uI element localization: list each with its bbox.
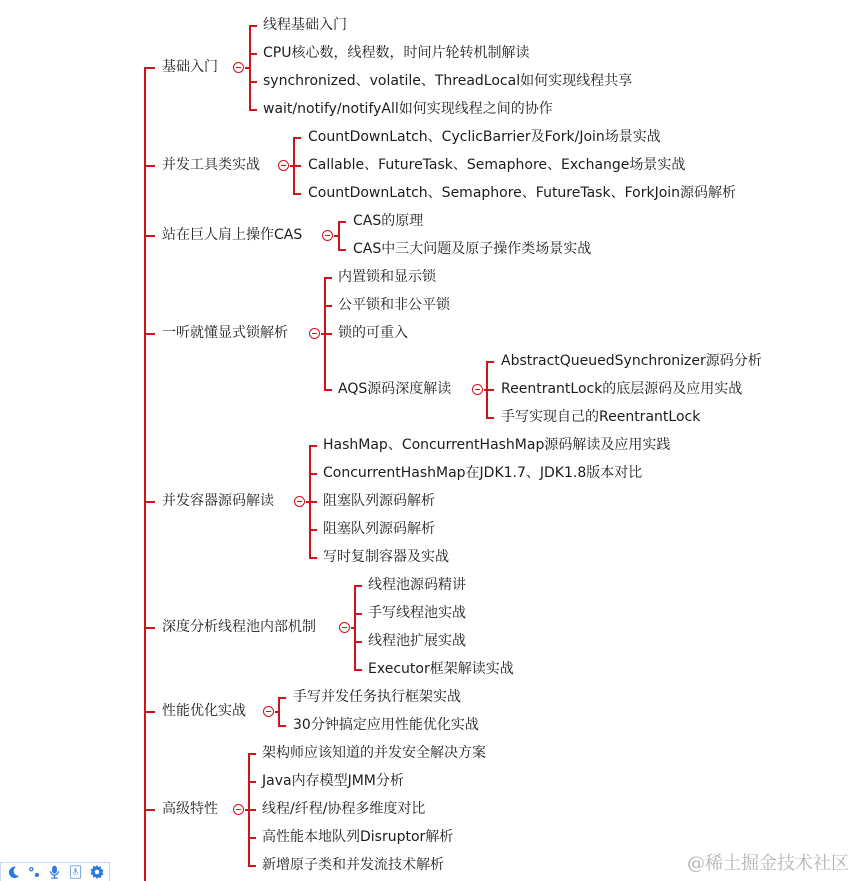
topic-node[interactable]: 阻塞队列源码解析: [323, 521, 435, 537]
connector: [309, 501, 317, 503]
topic-node[interactable]: 手写实现自己的ReentrantLock: [501, 409, 701, 425]
connector: [309, 445, 317, 447]
topic-node[interactable]: 新增原子类和并发流技术解析: [262, 857, 444, 873]
topic-node[interactable]: AbstractQueuedSynchronizer源码分析: [501, 353, 762, 369]
branch-label[interactable]: 深度分析线程池内部机制: [162, 619, 316, 635]
moon-icon[interactable]: [5, 864, 21, 880]
topic-node[interactable]: 线程/纤程/协程多维度对比: [262, 801, 426, 817]
topic-node[interactable]: 30分钟搞定应用性能优化实战: [293, 717, 479, 733]
collapse-toggle-icon[interactable]: [233, 804, 244, 815]
topic-node[interactable]: 公平锁和非公平锁: [338, 297, 450, 313]
collapse-toggle-icon[interactable]: [322, 230, 333, 241]
dots-icon[interactable]: [26, 864, 42, 880]
connector: [248, 865, 256, 867]
connector: [249, 109, 257, 111]
topic-node[interactable]: CAS中三大问题及原子操作类场景实战: [353, 241, 592, 257]
topic-node[interactable]: ReentrantLock的底层源码及应用实战: [501, 381, 743, 397]
microphone-icon[interactable]: [47, 864, 63, 880]
topic-node[interactable]: 线程池源码精讲: [368, 577, 466, 593]
bracket-line: [354, 585, 356, 670]
topic-node[interactable]: Executor框架解读实战: [368, 661, 514, 677]
connector: [248, 753, 256, 755]
connector: [293, 193, 301, 195]
connector: [248, 837, 256, 839]
input-toolbar: [0, 862, 110, 881]
connector: [309, 473, 317, 475]
collapse-toggle-icon[interactable]: [278, 160, 289, 171]
collapse-toggle-icon[interactable]: [263, 706, 274, 717]
connector: [278, 697, 286, 699]
connector: [486, 361, 494, 363]
connector: [248, 809, 256, 811]
collapse-toggle-icon[interactable]: [472, 384, 483, 395]
collapse-toggle-icon[interactable]: [233, 62, 244, 73]
topic-node-aqs[interactable]: AQS源码深度解读: [338, 381, 452, 397]
connector: [249, 81, 257, 83]
topic-node[interactable]: HashMap、ConcurrentHashMap源码解读及应用实践: [323, 437, 671, 453]
connector: [354, 669, 362, 671]
connector: [338, 221, 346, 223]
connector: [354, 641, 362, 643]
topic-node[interactable]: 高性能本地队列Disruptor解析: [262, 829, 454, 845]
connector: [144, 627, 155, 629]
connector: [144, 711, 155, 713]
connector: [309, 557, 317, 559]
connector: [278, 725, 286, 727]
topic-node[interactable]: 写时复制容器及实战: [323, 549, 449, 565]
topic-node[interactable]: 手写并发任务执行框架实战: [293, 689, 461, 705]
bracket-line: [338, 221, 340, 250]
branch-label[interactable]: 基础入门: [162, 59, 218, 75]
topic-node[interactable]: CountDownLatch、Semaphore、FutureTask、ForkJoin源码解析: [308, 185, 737, 201]
topic-node[interactable]: synchronized、volatile、ThreadLocal如何实现线程共享: [263, 73, 633, 89]
connector: [354, 585, 362, 587]
bracket-line: [249, 25, 251, 110]
main-spine-line: [144, 67, 146, 881]
connector: [486, 389, 494, 391]
connector: [144, 333, 155, 335]
bracket-line: [278, 697, 280, 726]
voice-input-icon[interactable]: [68, 864, 84, 880]
connector: [144, 165, 155, 167]
topic-node[interactable]: ConcurrentHashMap在JDK1.7、JDK1.8版本对比: [323, 465, 643, 481]
branch-label[interactable]: 站在巨人肩上操作CAS: [162, 227, 303, 243]
connector: [144, 67, 155, 69]
topic-node[interactable]: Callable、FutureTask、Semaphore、Exchange场景实战: [308, 157, 686, 173]
connector: [144, 809, 155, 811]
branch-label[interactable]: 并发工具类实战: [162, 157, 260, 173]
topic-node[interactable]: 锁的可重入: [338, 325, 408, 341]
topic-node[interactable]: CAS的原理: [353, 213, 424, 229]
connector: [354, 613, 362, 615]
connector: [248, 781, 256, 783]
connector: [293, 137, 301, 139]
watermark: @稀土掘金技术社区: [687, 853, 849, 874]
branch-label[interactable]: 高级特性: [162, 801, 218, 817]
connector: [144, 501, 155, 503]
branch-label[interactable]: 一听就懂显式锁解析: [162, 325, 288, 341]
topic-node[interactable]: 内置锁和显示锁: [338, 269, 436, 285]
topic-node[interactable]: 线程基础入门: [263, 17, 347, 33]
connector: [324, 389, 332, 391]
connector: [309, 529, 317, 531]
connector: [144, 235, 155, 237]
settings-gear-icon[interactable]: [89, 864, 105, 880]
connector: [249, 25, 257, 27]
connector: [324, 333, 332, 335]
topic-node[interactable]: 架构师应该知道的并发安全解决方案: [262, 745, 486, 761]
topic-node[interactable]: 阻塞队列源码解析: [323, 493, 435, 509]
connector: [338, 249, 346, 251]
branch-label[interactable]: 并发容器源码解读: [162, 493, 274, 509]
connector: [293, 165, 301, 167]
collapse-toggle-icon[interactable]: [309, 328, 320, 339]
topic-node[interactable]: CountDownLatch、CyclicBarrier及Fork/Join场景实战: [308, 129, 661, 145]
connector: [486, 417, 494, 419]
topic-node[interactable]: 线程池扩展实战: [368, 633, 466, 649]
branch-label[interactable]: 性能优化实战: [162, 703, 246, 719]
topic-node[interactable]: wait/notify/notifyAll如何实现线程之间的协作: [263, 101, 553, 117]
collapse-toggle-icon[interactable]: [339, 622, 350, 633]
connector: [324, 277, 332, 279]
topic-node[interactable]: 手写线程池实战: [368, 605, 466, 621]
connector: [249, 53, 257, 55]
connector: [324, 305, 332, 307]
collapse-toggle-icon[interactable]: [294, 496, 305, 507]
topic-node[interactable]: Java内存模型JMM分析: [262, 773, 404, 789]
topic-node[interactable]: CPU核心数，线程数，时间片轮转机制解读: [263, 45, 530, 61]
